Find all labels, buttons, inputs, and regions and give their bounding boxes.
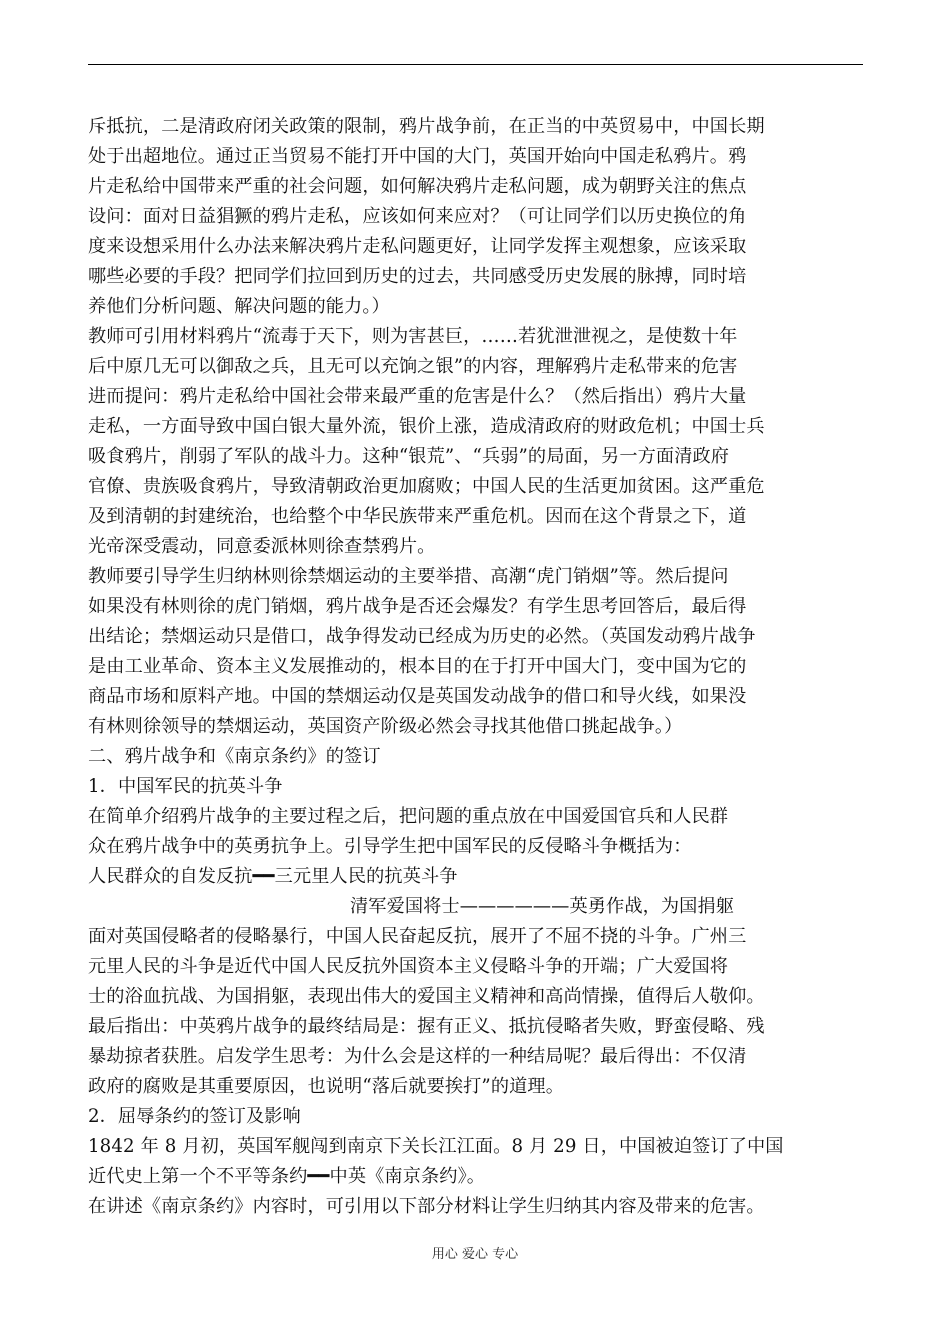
text-line: 在讲述《南京条约》内容时，可引用以下部分材料让学生归纳其内容及带来的危害。 <box>88 1196 765 1217</box>
text-line: 教师可引用材料鸦片“流毒于天下，则为害甚巨，……若犹泄泄视之，是使数十年 <box>88 326 738 347</box>
text-line: 人民群众的自发反抗━━三元里人民的抗英斗争 <box>88 866 458 887</box>
text-line: 哪些必要的手段？把同学们拉回到历史的过去，共同感受历史发展的脉搏，同时培 <box>88 266 747 287</box>
text-line: 及到清朝的封建统治，也给整个中华民族带来严重危机。因而在这个背景之下，道 <box>88 506 747 527</box>
subsection-heading: 1．中国军民的抗英斗争 <box>88 776 283 797</box>
text-line: 1842 年 8 月初，英国军舰闯到南京下关长江江面。8 月 29 日，中国被迫签订了中国 <box>88 1136 784 1157</box>
document-body <box>88 112 868 1222</box>
text-line: 如果没有林则徐的虎门销烟，鸦片战争是否还会爆发？有学生思考回答后，最后得 <box>88 596 747 617</box>
text-line: 走私，一方面导致中国白银大量外流，银价上涨，造成清政府的财政危机；中国士兵 <box>88 416 765 437</box>
page-footer: 用心 爱心 专心 <box>431 1247 519 1262</box>
text-line-indented: 清军爱国将士——————英勇作战，为国捐躯 <box>350 896 735 917</box>
text-line: 是由工业革命、资本主义发展推动的，根本目的在于打开中国大门，变中国为它的 <box>88 656 747 677</box>
text-line: 片走私给中国带来严重的社会问题，如何解决鸦片走私问题，成为朝野关注的焦点 <box>88 176 747 197</box>
section-heading: 二、鸦片战争和《南京条约》的签订 <box>88 746 381 767</box>
text-line: 暴劫掠者获胜。启发学生思考：为什么会是这样的一种结局呢？最后得出：不仅清 <box>88 1046 747 1067</box>
text-line: 进而提问：鸦片走私给中国社会带来最严重的危害是什么？（然后指出）鸦片大量 <box>88 386 747 407</box>
text-line: 众在鸦片战争中的英勇抗争上。引导学生把中国军民的反侵略斗争概括为： <box>88 836 692 857</box>
text-line: 元里人民的斗争是近代中国人民反抗外国资本主义侵略斗争的开端；广大爱国将 <box>88 956 729 977</box>
text-line: 吸食鸦片，削弱了军队的战斗力。这种“银荒”、“兵弱”的局面，另一方面清政府 <box>88 446 730 467</box>
text-line: 近代史上第一个不平等条约━━中英《南京条约》。 <box>88 1166 486 1187</box>
text-line: 光帝深受震动，同意委派林则徐查禁鸦片。 <box>88 536 436 557</box>
text-line: 有林则徐领导的禁烟运动，英国资产阶级必然会寻找其他借口挑起战争。） <box>88 716 683 737</box>
header-rule <box>88 64 863 65</box>
text-line: 士的浴血抗战、为国捐躯，表现出伟大的爱国主义精神和高尚情操，值得后人敬仰。 <box>88 986 765 1007</box>
text-line: 斥抵抗，二是清政府闭关政策的限制，鸦片战争前，在正当的中英贸易中，中国长期 <box>88 116 765 137</box>
text-line: 官僚、贵族吸食鸦片，导致清朝政治更加腐败；中国人民的生活更加贫困。这严重危 <box>88 476 765 497</box>
text-line: 商品市场和原料产地。中国的禁烟运动仅是英国发动战争的借口和导火线，如果没 <box>88 686 747 707</box>
text-line: 政府的腐败是其重要原因，也说明“落后就要挨打”的道理。 <box>88 1076 564 1097</box>
text-line: 度来设想采用什么办法来解决鸦片走私问题更好，让同学发挥主观想象，应该采取 <box>88 236 747 257</box>
text-line: 最后指出：中英鸦片战争的最终结局是：握有正义、抵抗侵略者失败，野蛮侵略、残 <box>88 1016 765 1037</box>
text-line: 面对英国侵略者的侵略暴行，中国人民奋起反抗，展开了不屈不挠的斗争。广州三 <box>88 926 747 947</box>
text-line: 教师要引导学生归纳林则徐禁烟运动的主要举措、高潮“虎门销烟”等。然后提问 <box>88 566 729 587</box>
text-line: 出结论；禁烟运动只是借口，战争得发动已经成为历史的必然。（英国发动鸦片战争 <box>88 626 756 647</box>
subsection-heading: 2．屈辱条约的签订及影响 <box>88 1106 301 1127</box>
text-line: 设问：面对日益猖獗的鸦片走私，应该如何来应对？（可让同学们以历史换位的角 <box>88 206 747 227</box>
text-line: 养他们分析问题、解决问题的能力。） <box>88 296 390 317</box>
text-line: 在简单介绍鸦片战争的主要过程之后，把问题的重点放在中国爱国官兵和人民群 <box>88 806 729 827</box>
text-line: 后中原几无可以御敌之兵，且无可以充饷之银”的内容，理解鸦片走私带来的危害 <box>88 356 738 377</box>
text-line: 处于出超地位。通过正当贸易不能打开中国的大门，英国开始向中国走私鸦片。鸦 <box>88 146 747 167</box>
